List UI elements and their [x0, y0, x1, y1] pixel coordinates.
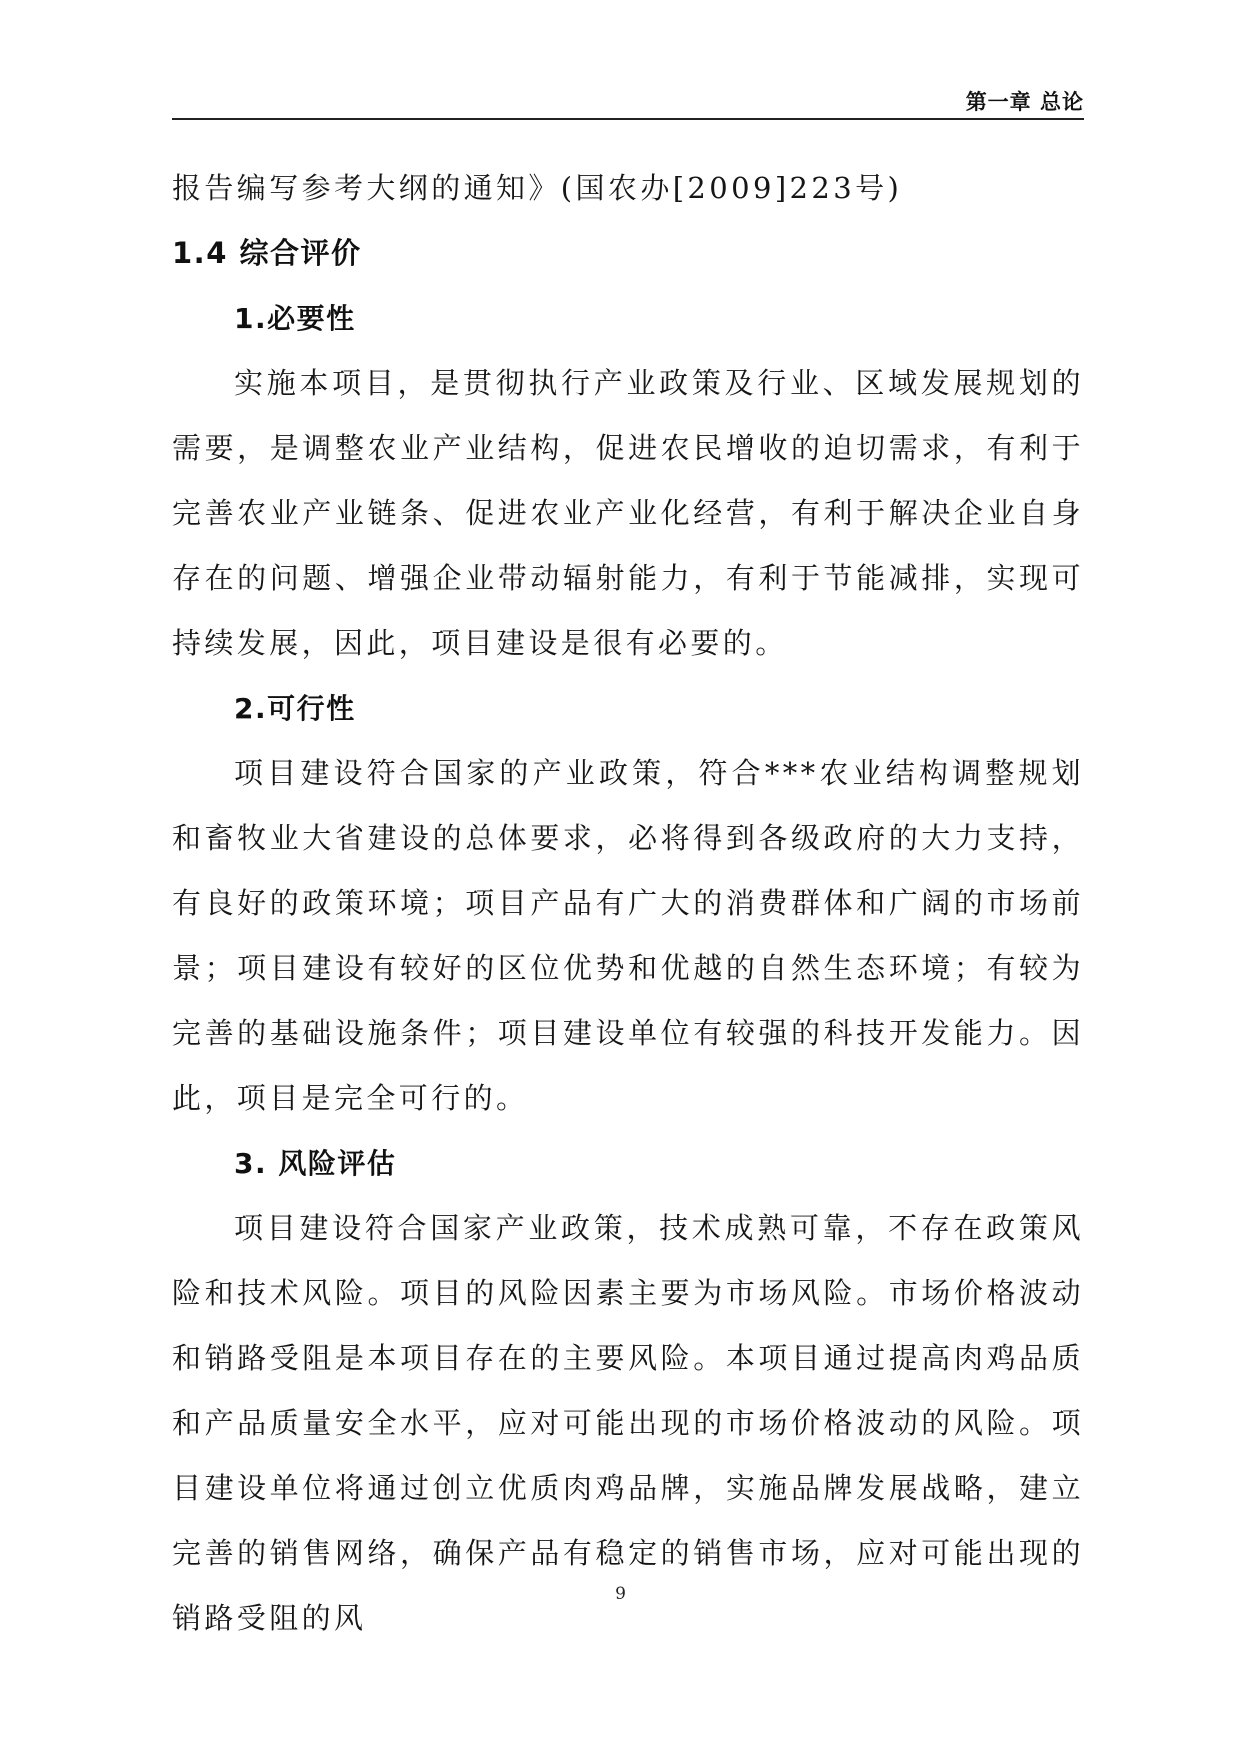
running-header: [172, 86, 1084, 120]
continuation-paragraph: 报告编写参考大纲的通知》(国农办[2009]223号): [172, 171, 903, 205]
section-heading: 1.4 综合评价: [172, 236, 362, 270]
subheading-feasibility: 2.可行性: [234, 692, 356, 725]
chapter-title: 第一章 总论: [965, 90, 1084, 114]
paragraph-feasibility: 项目建设符合国家的产业政策，符合***农业结构调整规划和畜牧业大省建设的总体要求，必将得到各级政府的大力支持，有良好的政策环境；项目产品有广大的消费群体和广阔的市场前景；项目建设有较好的区位优势和优越的自然生态环境；有较为完善的基础设施条件；项目建设单位有较强的科技开发能力。因此，项目是完全可行的。: [172, 756, 1084, 1115]
paragraph-necessity: 实施本项目，是贯彻执行产业政策及行业、区域发展规划的需要，是调整农业产业结构，促进农民增收的迫切需求，有利于完善农业产业链条、促进农业产业化经营，有利于解决企业自身存在的问题、增强企业带动辐射能力，有利于节能减排，实现可持续发展，因此，项目建设是很有必要的。: [172, 366, 1084, 660]
paragraph-risk-assessment: 项目建设符合国家产业政策，技术成熟可靠，不存在政策风险和技术风险。项目的风险因素主要为市场风险。市场价格波动和销路受阻是本项目存在的主要风险。本项目通过提高肉鸡品质和产品质量安全水平，应对可能出现的市场价格波动的风险。项目建设单位将通过创立优质肉鸡品牌，实施品牌发展战略，建立完善的销售网络，确保产品有稳定的销售市场，应对可能出现的销路受阻的风: [172, 1211, 1084, 1635]
subheading-risk-assessment: 3. 风险评估: [234, 1147, 397, 1180]
page-number: 9: [615, 1584, 626, 1604]
body-text: [172, 156, 1084, 1651]
subheading-necessity: 1.必要性: [234, 302, 356, 335]
